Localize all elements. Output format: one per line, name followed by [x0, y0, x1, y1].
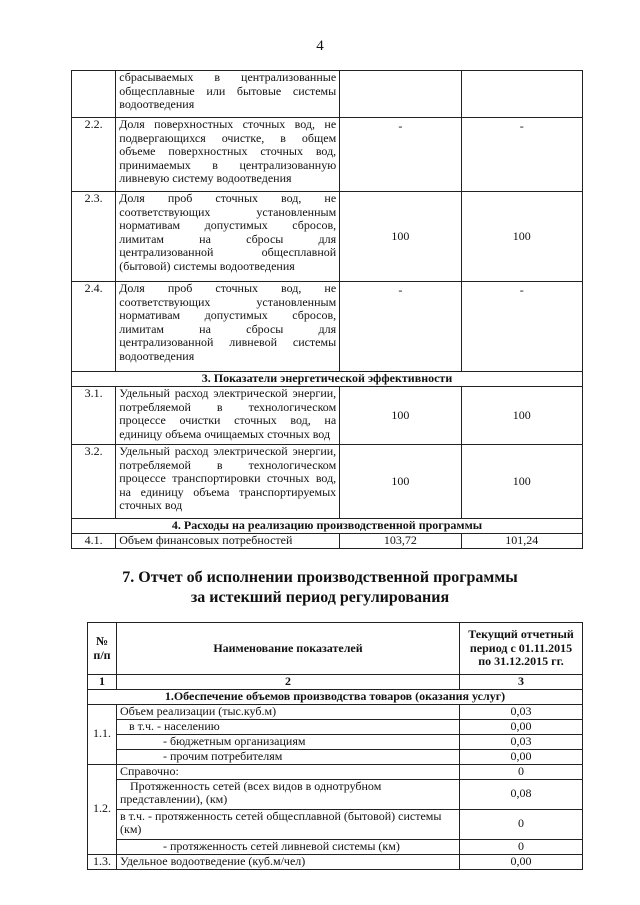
- row-number: 1.3.: [88, 854, 117, 869]
- col-number-1: 1: [88, 675, 117, 690]
- row-value-1: -: [340, 282, 461, 372]
- row-number: 1.1.: [88, 704, 117, 764]
- section-1-title: 1.Обеспечение объемов производства товаров (оказания услуг): [88, 689, 583, 704]
- row-number: [72, 71, 116, 118]
- row-value-2: -: [461, 118, 582, 192]
- row-label: Удельное водоотведение (куб.м/чел): [117, 854, 460, 869]
- table-row: [72, 387, 583, 445]
- row-value: 0,03: [460, 734, 583, 749]
- section-3-title: 3. Показатели энергетической эффективности: [72, 372, 583, 387]
- row-value-2: 101,24: [461, 534, 582, 549]
- col-number-3: 3: [460, 675, 583, 690]
- row-value: 0,03: [460, 704, 583, 719]
- header-num: № п/п: [88, 623, 117, 675]
- row-label: Объем реализации (тыс.куб.м): [117, 704, 460, 719]
- section-header-row: [72, 519, 583, 534]
- table-row: [72, 445, 583, 519]
- section-4-title: 4. Расходы на реализацию производственной программы: [72, 519, 583, 534]
- row-number: 4.1.: [72, 534, 116, 549]
- row-value-1: [340, 71, 461, 118]
- row-value-1: 100: [340, 445, 461, 519]
- table-row: [88, 854, 583, 869]
- page-number: 4: [316, 38, 324, 54]
- row-value: 0,00: [460, 749, 583, 764]
- table-row: [72, 192, 583, 282]
- row-label: Справочно:: [117, 764, 460, 779]
- row-description: Доля проб сточных вод, не соответствующих установленным нормативам допустимых сбросов, лимитам на сбросы для централизованной ливневой системы водоотведения: [116, 282, 340, 372]
- row-value-2: 100: [461, 192, 582, 282]
- row-value-1: 100: [340, 192, 461, 282]
- row-description: Удельный расход электрической энергии, потребляемой в технологическом процессе транспортировки сточных вод, на единицу объема транспортируемых сточных вод: [116, 445, 340, 519]
- table-row: [72, 282, 583, 372]
- row-value: 0,00: [460, 719, 583, 734]
- row-description: Доля проб сточных вод, не соответствующих установленным нормативам допустимых сбросов, лимитам на сбросы для централизованной общесплавной (бытовой) системы водоотведения: [116, 192, 340, 282]
- row-value: 0: [460, 764, 583, 779]
- row-number: 2.3.: [72, 192, 116, 282]
- row-value-1: 100: [340, 387, 461, 445]
- row-number: 2.2.: [72, 118, 116, 192]
- row-value: 0: [460, 839, 583, 854]
- row-value-2: -: [461, 282, 582, 372]
- row-value-2: [461, 71, 582, 118]
- row-number: 3.1.: [72, 387, 116, 445]
- row-label: - бюджетным организациям: [117, 734, 460, 749]
- table-row: [88, 719, 583, 734]
- header-row: [88, 623, 583, 675]
- row-description: Объем финансовых потребностей: [116, 534, 340, 549]
- row-label: Протяженность сетей (всех видов в однотрубном представлении), (км): [117, 779, 460, 809]
- table-row: [72, 118, 583, 192]
- column-numbers-row: [88, 675, 583, 690]
- row-label: в т.ч. - населению: [117, 719, 460, 734]
- row-number: 2.4.: [72, 282, 116, 372]
- row-label: - протяженность сетей ливневой системы (км): [117, 839, 460, 854]
- row-description: сбрасываемых в централизованные общесплавные или бытовые системы водоотведения: [116, 71, 340, 118]
- row-value: 0,00: [460, 854, 583, 869]
- table-row: [88, 704, 583, 719]
- row-number: 1.2.: [88, 764, 117, 854]
- row-value-2: 100: [461, 445, 582, 519]
- row-description: Удельный расход электрической энергии, потребляемой в технологическом процессе очистки сточных вод, на единицу объема очищаемых сточных вод: [116, 387, 340, 445]
- row-value-1: -: [340, 118, 461, 192]
- table-row: [88, 809, 583, 839]
- program-execution-report-table: [87, 622, 583, 870]
- table-row: [88, 749, 583, 764]
- header-period: Текущий отчетный период с 01.11.2015 по 31.12.2015 гг.: [460, 623, 583, 675]
- section-header-row: [72, 372, 583, 387]
- table-row: [88, 839, 583, 854]
- section-7-heading: [0, 568, 640, 608]
- table-row: [72, 534, 583, 549]
- table-row: [72, 71, 583, 118]
- heading-line-1: 7. Отчет об исполнении производственной программы: [122, 569, 518, 586]
- table-row: [88, 734, 583, 749]
- row-value-2: 100: [461, 387, 582, 445]
- header-name: Наименование показателей: [117, 623, 460, 675]
- row-description: Доля поверхностных сточных вод, не подвергающихся очистке, в общем объеме поверхностных сточных вод, принимаемых в централизованную ливневую систему водоотведения: [116, 118, 340, 192]
- row-value: 0,08: [460, 779, 583, 809]
- indicators-table-continued: [71, 70, 583, 549]
- row-value: 0: [460, 809, 583, 839]
- col-number-2: 2: [117, 675, 460, 690]
- table-row: [88, 764, 583, 779]
- row-number: 3.2.: [72, 445, 116, 519]
- section-header-row: [88, 689, 583, 704]
- heading-line-2: за истекший период регулирования: [190, 589, 450, 606]
- row-label: в т.ч. - протяженность сетей общесплавной (бытовой) системы (км): [117, 809, 460, 839]
- row-value-1: 103,72: [340, 534, 461, 549]
- table-row: [88, 779, 583, 809]
- row-label: - прочим потребителям: [117, 749, 460, 764]
